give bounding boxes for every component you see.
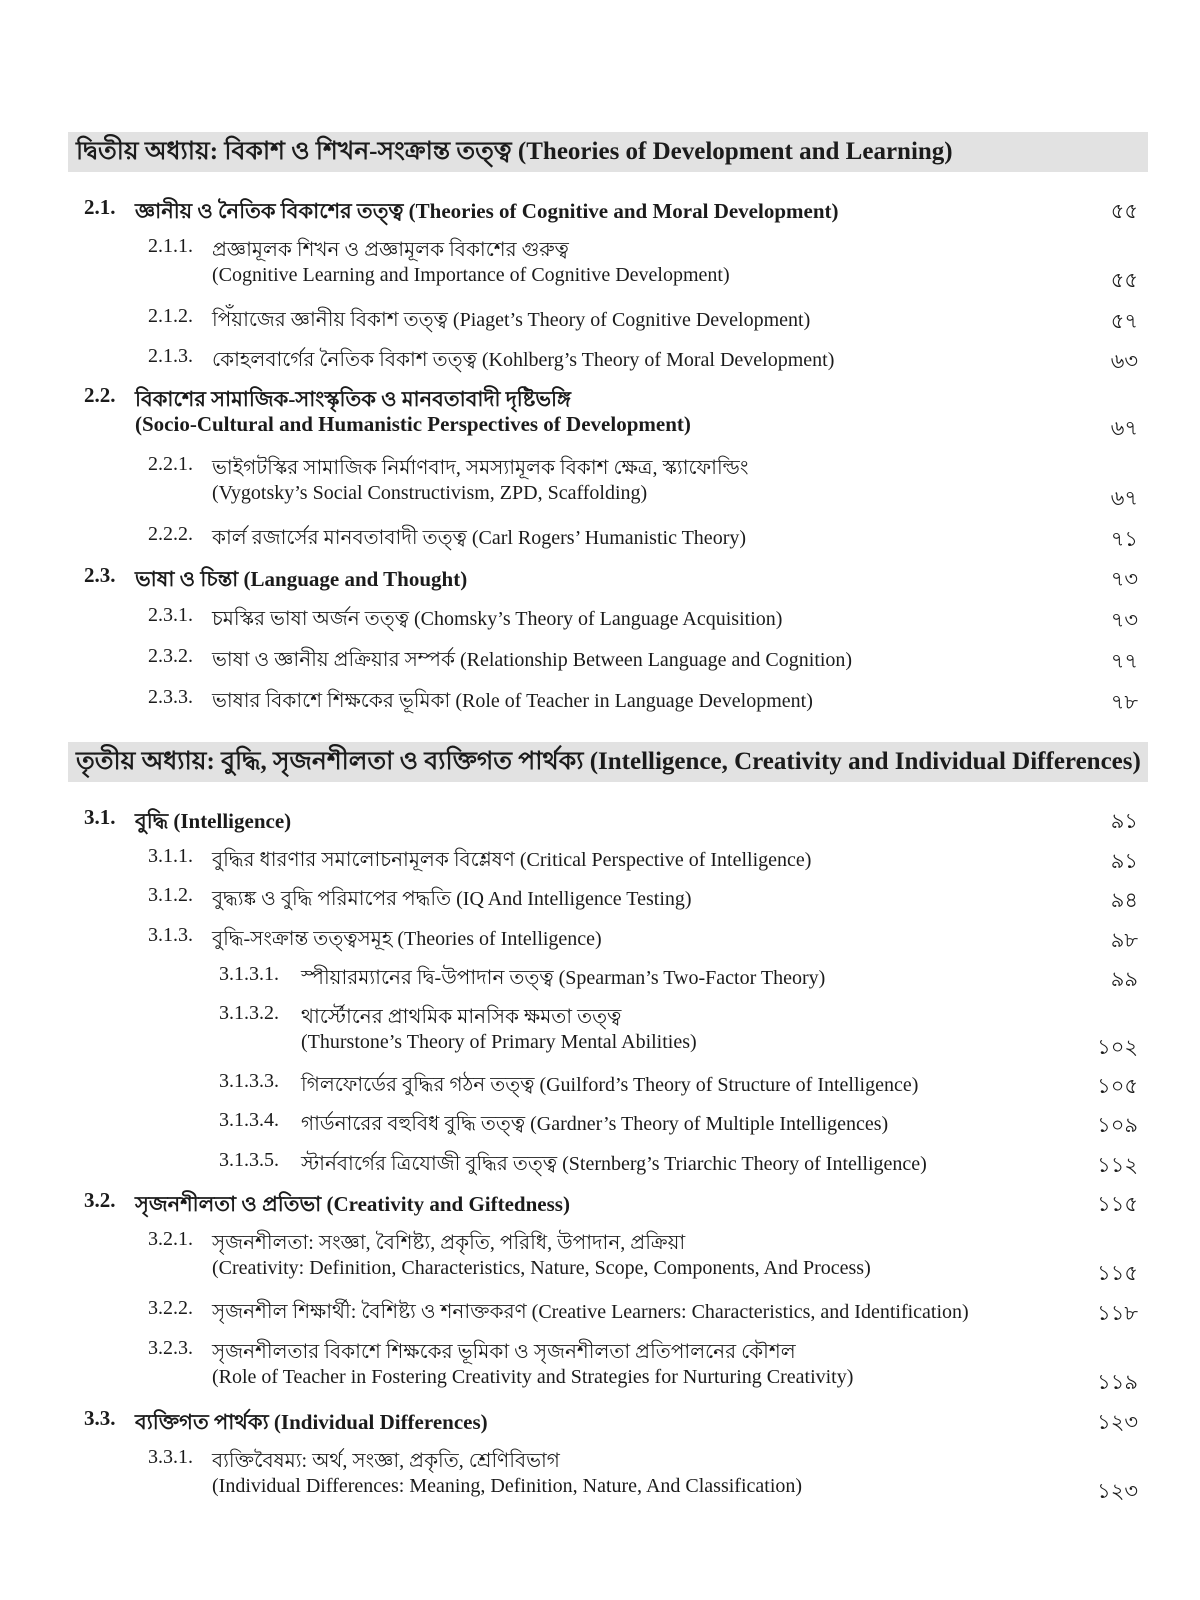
page-number: ১১৫ (1097, 1261, 1138, 1285)
section-title: বুদ্ধ্যঙ্ক ও বুদ্ধি পরিমাপের পদ্ধতি (IQ And Intelligence Testing) (212, 888, 692, 910)
section-title: ব্যক্তিবৈষম্য: অর্থ, সংজ্ঞা, প্রকৃতি, শ্রেণিবিভাগ (212, 1450, 560, 1472)
section-title: সৃজনশীল শিক্ষার্থী: বৈশিষ্ট্য ও শনাক্তকরণ (Creative Learners: Characteristics, and Identification) (212, 1301, 969, 1323)
section-title: সৃজনশীলতা ও প্রতিভা (Creativity and Giftedness) (135, 1192, 570, 1216)
page-number: ১০৯ (1097, 1113, 1138, 1137)
section-number: 2.1.1. (148, 235, 193, 257)
section-title: কার্ল রজার্সের মানবতাবাদী তত্ত্ব (Carl Rogers’ Humanistic Theory) (212, 527, 747, 549)
section-title-english: (Cognitive Learning and Importance of Cognitive Development) (212, 264, 730, 286)
section-title: সৃজনশীলতার বিকাশে শিক্ষকের ভূমিকা ও সৃজনশীলতা প্রতিপালনের কৌশল (212, 1341, 796, 1363)
page-number: ৭৭ (1110, 649, 1138, 673)
chapter-heading: দ্বিতীয় অধ্যায়: বিকাশ ও শিখন-সংক্রান্ত তত্ত্ব (Theories of Development and Learning) (68, 132, 1148, 172)
page-number: ৭৮ (1110, 690, 1138, 714)
page-number: ৫৫ (1110, 199, 1138, 223)
section-title: সৃজনশীলতা: সংজ্ঞা, বৈশিষ্ট্য, প্রকৃতি, পরিধি, উপাদান, প্রক্রিয়া (212, 1232, 686, 1254)
section-number: 2.2. (84, 383, 116, 407)
section-title: জ্ঞানীয় ও নৈতিক বিকাশের তত্ত্ব (Theories of Cognitive and Moral Development) (135, 199, 839, 223)
section-number: 3.1.3.4. (219, 1109, 279, 1131)
section-number: 3.1.2. (148, 884, 193, 906)
section-number: 3.3.1. (148, 1446, 193, 1468)
section-title: স্পীয়ারম্যানের দ্বি-উপাদান তত্ত্ব (Spearman’s Two-Factor Theory) (301, 967, 826, 989)
page-number: ৬৩ (1110, 349, 1138, 373)
section-title: পিঁয়াজের জ্ঞানীয় বিকাশ তত্ত্ব (Piaget’s Theory of Cognitive Development) (212, 309, 811, 331)
section-title: ভাষা ও জ্ঞানীয় প্রক্রিয়ার সম্পর্ক (Relationship Between Language and Cognition) (212, 649, 853, 671)
page-number: ১২৩ (1097, 1410, 1138, 1434)
page-number: ৯৪ (1110, 888, 1138, 912)
section-number: 2.3. (84, 563, 116, 587)
page-number: ৭১ (1110, 527, 1138, 551)
chapter-heading: তৃতীয় অধ্যায়: বুদ্ধি, সৃজনশীলতা ও ব্যক্তিগত পার্থক্য (Intelligence, Creativity and Individual Differences) (68, 742, 1148, 782)
section-title-english: (Thurstone’s Theory of Primary Mental Abilities) (301, 1031, 697, 1053)
page-number: ১২৩ (1097, 1479, 1138, 1503)
section-title: স্টার্নবার্গের ত্রিযোজী বুদ্ধির তত্ত্ব (Sternberg’s Triarchic Theory of Intelligence) (301, 1153, 927, 1175)
page-number: ৬৭ (1110, 486, 1138, 510)
section-title: ভাইগটস্কির সামাজিক নির্মাণবাদ, সমস্যামূলক বিকাশ ক্ষেত্র, স্ক্যাফোল্ডিং (212, 457, 749, 479)
section-number: 2.1.2. (148, 305, 193, 327)
section-number: 3.1.1. (148, 845, 193, 867)
section-title: বিকাশের সামাজিক-সাংস্কৃতিক ও মানবতাবাদী দৃষ্টিভঙ্গি (135, 387, 571, 411)
page-number: ১০৫ (1097, 1074, 1138, 1098)
section-number: 3.1.3.1. (219, 963, 279, 985)
page-number: ১১৫ (1097, 1192, 1138, 1216)
section-number: 2.2.1. (148, 453, 193, 475)
page-number: ৯৮ (1110, 928, 1138, 952)
section-title: প্রজ্ঞামূলক শিখন ও প্রজ্ঞামূলক বিকাশের গুরুত্ব (212, 239, 569, 261)
section-number: 2.1.3. (148, 345, 193, 367)
page-number: ৭৩ (1110, 567, 1138, 591)
section-title: গার্ডনারের বহুবিধ বুদ্ধি তত্ত্ব (Gardner’s Theory of Multiple Intelligences) (301, 1113, 889, 1135)
section-number: 2.1. (84, 195, 116, 219)
section-title-english: (Role of Teacher in Fostering Creativity and Strategies for Nurturing Creativity) (212, 1366, 854, 1388)
section-number: 3.1.3.2. (219, 1002, 279, 1024)
section-title: ভাষা ও চিন্তা (Language and Thought) (135, 567, 468, 591)
page-number: ৬৭ (1110, 416, 1138, 440)
page-number: ৯১ (1110, 809, 1138, 833)
section-title: বুদ্ধি (Intelligence) (135, 809, 292, 833)
page-number: ৯১ (1110, 849, 1138, 873)
section-title: ভাষার বিকাশে শিক্ষকের ভূমিকা (Role of Teacher in Language Development) (212, 690, 813, 712)
section-title: বুদ্ধি-সংক্রান্ত তত্ত্বসমূহ (Theories of Intelligence) (212, 928, 602, 950)
section-title: চমস্কির ভাষা অর্জন তত্ত্ব (Chomsky’s Theory of Language Acquisition) (212, 608, 783, 630)
section-title-english: (Individual Differences: Meaning, Definition, Nature, And Classification) (212, 1475, 803, 1497)
section-number: 3.1.3.5. (219, 1149, 279, 1171)
section-number: 2.3.1. (148, 604, 193, 626)
page-number: ৯৯ (1110, 967, 1138, 991)
section-title: কোহলবার্গের নৈতিক বিকাশ তত্ত্ব (Kohlberg’s Theory of Moral Development) (212, 349, 835, 371)
section-title-english: (Vygotsky’s Social Constructivism, ZPD, Scaffolding) (212, 482, 648, 504)
page-number: ১১৮ (1097, 1301, 1138, 1325)
page-number: ১১২ (1097, 1153, 1138, 1177)
section-number: 3.1.3. (148, 924, 193, 946)
section-number: 3.2.1. (148, 1228, 193, 1250)
section-title-english: (Socio-Cultural and Humanistic Perspectives of Development) (135, 412, 691, 436)
page-number: ১০২ (1097, 1035, 1138, 1059)
page-number: ১১৯ (1097, 1370, 1138, 1394)
page-number: ৫৭ (1110, 309, 1138, 333)
section-number: 3.3. (84, 1406, 116, 1430)
section-number: 3.2.2. (148, 1297, 193, 1319)
section-number: 2.2.2. (148, 523, 193, 545)
section-number: 3.2. (84, 1188, 116, 1212)
section-number: 2.3.3. (148, 686, 193, 708)
section-number: 3.2.3. (148, 1337, 193, 1359)
page-number: ৫৫ (1110, 268, 1138, 292)
section-title: থার্স্টোনের প্রাথমিক মানসিক ক্ষমতা তত্ত্ব (301, 1006, 622, 1028)
page-number: ৭৩ (1110, 608, 1138, 632)
section-title: ব্যক্তিগত পার্থক্য (Individual Differences) (135, 1410, 488, 1434)
section-number: 3.1.3.3. (219, 1070, 279, 1092)
section-number: 3.1. (84, 805, 116, 829)
section-title: বুদ্ধির ধারণার সমালোচনামূলক বিশ্লেষণ (Critical Perspective of Intelligence) (212, 849, 812, 871)
section-title: গিলফোর্ডের বুদ্ধির গঠন তত্ত্ব (Guilford’s Theory of Structure of Intelligence) (301, 1074, 919, 1096)
section-number: 2.3.2. (148, 645, 193, 667)
section-title-english: (Creativity: Definition, Characteristics, Nature, Scope, Components, And Process) (212, 1257, 871, 1279)
